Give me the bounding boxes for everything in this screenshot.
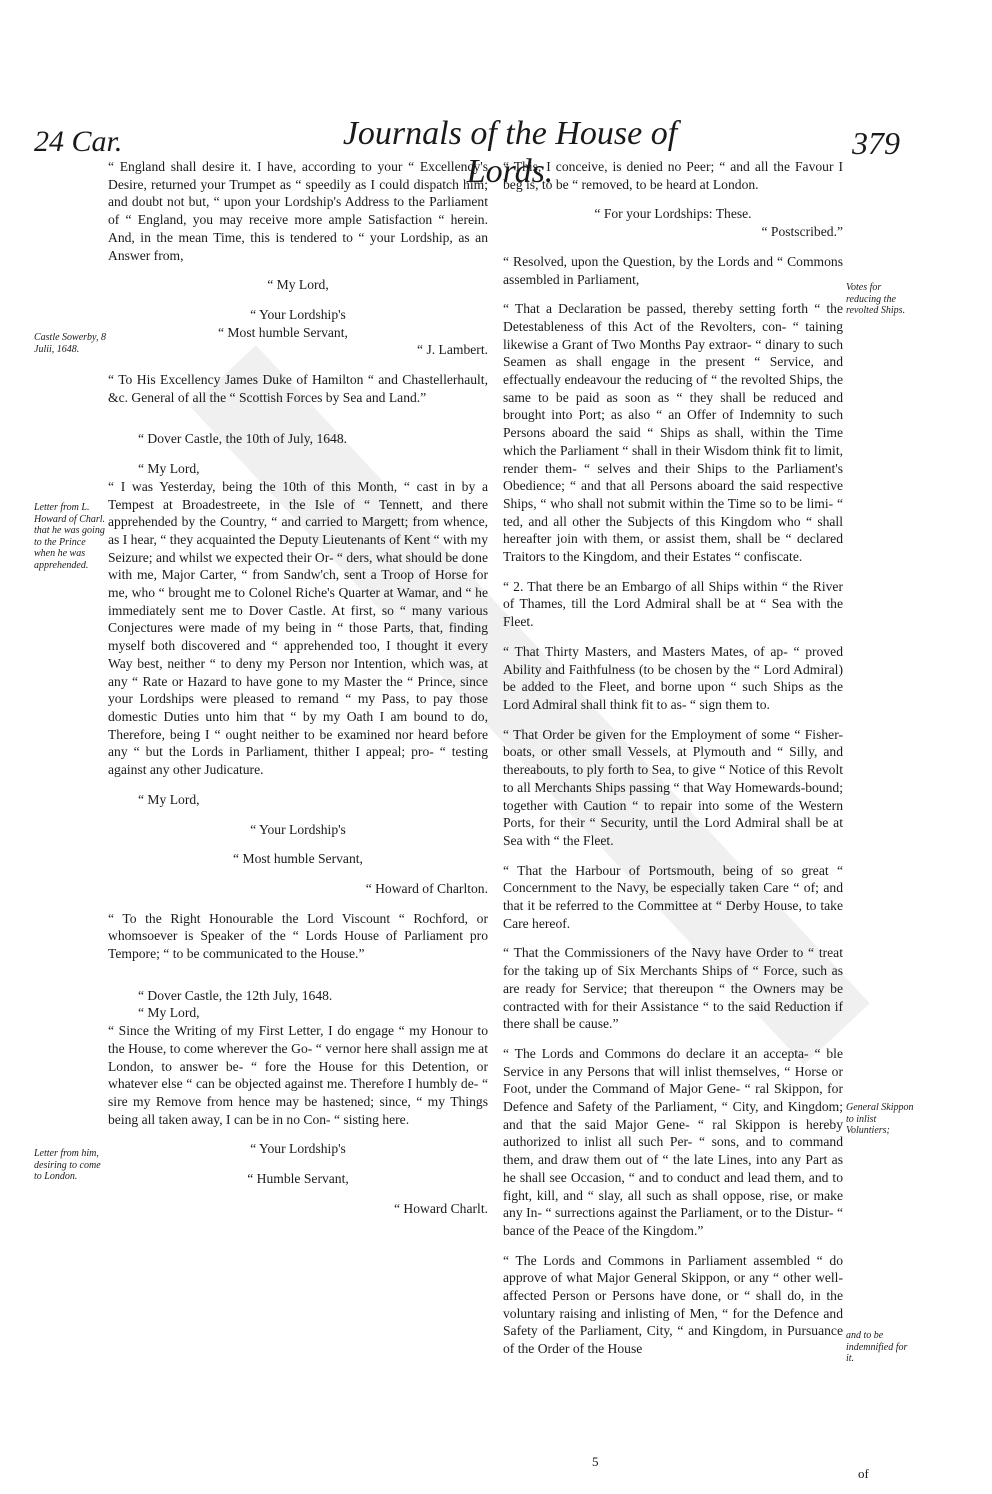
signature-lambert: “ J. Lambert. [417, 342, 488, 358]
catchword: of [858, 1466, 869, 1481]
margin-note-general-skippon: General Skippon to inlist Voluntiers; [846, 1102, 914, 1136]
regnal-year: 24 Car. [34, 125, 123, 158]
resolution-paragraph: “ That Thirty Masters, and Masters Mates, of ap- “ proved Ability and Faithfulness (to be chosen by the “ Lord Admiral) be added to the Fleet, and borne upon “ such Ships as the Lord Admiral shall think fit to as- “ sign them to. [503, 643, 843, 712]
signature-mark: 5 [592, 1454, 599, 1469]
postscribed: “ Postscribed.” [761, 224, 843, 240]
margin-note-letter-howard: Letter from L. Howard of Charl. that he was going to the Prince when he was apprehended. [34, 502, 106, 571]
salutation: “ My Lord, [138, 461, 200, 477]
closing-servant: “ Humble Servant, [247, 1171, 349, 1187]
closing-lordship: “ Your Lordship's [250, 306, 346, 322]
salutation: “ My Lord, [138, 791, 200, 807]
resolution-paragraph: “ That Order be given for the Employment of some “ Fisher-boats, or other small Vessels, at Plymouth and “ Silly, and thereabouts, to ply forth to Sea, to give “ Notice of this Revolt to all Merchants Ships passing “ that Way Homewards-bound; together with Caution “ to repair into some of the Western Ports, for their “ Security, until the Lord Admiral shall be at Sea with “ the Fleet. [503, 726, 843, 848]
resolution-paragraph: “ That the Harbour of Portsmouth, being of so great “ Concernment to the Navy, be especially taken Care “ of; and that it be referred to the Committee at “ Derby House, to take Care hereof. [503, 862, 843, 931]
resolution-paragraph: “ That a Declaration be passed, thereby setting forth “ the Detestableness of this Act of the Revolters, con- “ taining likewise a Grant of Two Months Pay extraor- “ dinary to such Seamen as shall engage in the present “ Service, and effectually endeavour the reducing of “ the revolted Ships, the same to be paid as soon as “ they shall be reduced and brought into Port; as also “ an Offer of Indemnity to such Persons aboard the said “ Ships as shall, within the Time which the Parliament “ shall in their Wisdom think fit to limit, render them- “ selves and their Ships to the Parliament's Obedience; “ and that all Persons aboard the said respective Ships, “ who shall not submit within the Time so to be limi- “ ted, and all other the Subjects of this Kingdom who “ shall hereafter join with them, or assist them, shall be “ declared Traitors to the Kingdom, and their Estates “ confiscate. [503, 301, 843, 565]
page-number: 379 [852, 125, 900, 161]
closing-lordship: “ Your Lordship's [250, 1141, 346, 1157]
salutation: “ My Lord, [138, 1005, 200, 1021]
lambert-letter-text: “ England shall desire it. I have, according to your “ Excellency's Desire, returned your Trumpet as “ speedily as I could dispatch him; and doubt not but, “ upon your Lordship's Address to the Parliament of “ England, you may receive more ample Satisfaction “ herein. And, in the mean Time, this is tendered to “ your Lordship, as an Answer from, [108, 159, 488, 263]
postscript-text: “ This, I conceive, is denied no Peer; “ and all the Favour I beg is, to be “ removed, to be heard at London. [503, 159, 843, 192]
margin-note-castle-sowerby: Castle Sowerby, 8 Julii, 1648. [34, 332, 106, 355]
margin-note-votes: Votes for reducing the revolted Ships. [846, 282, 906, 316]
second-letter-text: “ Since the Writing of my First Letter, I do engage “ my Honour to the House, to come wherever the Go- “ vernor here shall assign me at London, to answer be- “ fore the House for this Detention, or whatever else “ can be objected against me. Therefore I humbly de- “ sire my Remove from hence may be hastened; since, “ my Things being all taken away, I can be in no Con- “ sisting here. [108, 1023, 488, 1127]
resolution-paragraph: “ That the Commissioners of the Navy have Order to “ treat for the taking up of Six Merchants Ships of “ Force, such as are ready for Service; that thereupon “ the Owners may be contracted with for their Assistance “ to the said Reduction if there shall be cause.” [503, 945, 843, 1032]
signature-howard: “ Howard of Charlton. [365, 880, 488, 896]
right-column [503, 158, 843, 1358]
postscript-address: “ For your Lordships: These. [594, 206, 752, 222]
address-hamilton: “ To His Excellency James Duke of Hamilton “ and Chastellerhault, &c. General of all the “ Scottish Forces by Sea and Land.” [108, 372, 488, 405]
margin-note-letter-london: Letter from him, desiring to come to London. [34, 1148, 101, 1182]
left-column [108, 158, 488, 1217]
salutation: “ My Lord, [267, 277, 329, 293]
resolution-paragraph: “ The Lords and Commons in Parliament assembled “ do approve of what Major General Skippon, or any “ other well-affected Person or Persons have done, or “ shall do, in the voluntary raising and inlisting of Men, “ for the Defence and Safety of the Parliament, City, “ and Kingdom, in Pursuance of the Order of the House [503, 1252, 843, 1357]
margin-note-indemnified: and to be indemnified for it. [846, 1330, 908, 1364]
resolution-paragraph: “ 2. That there be an Embargo of all Ships within “ the River of Thames, till the Lord Admiral shall be at “ Sea with the Fleet. [503, 578, 843, 630]
closing-servant: “ Most humble Servant, [233, 851, 363, 867]
resolution-paragraph: “ The Lords and Commons do declare it an accepta- “ ble Service in any Persons that will inlist themselves, “ Horse or Foot, under the Command of Major Gene- “ ral Skippon, for Defence and Safety of the Parliament, “ City, and Kingdom; and that the said Major Gene- “ ral Skippon is hereby authorized to inlist all such Per- “ sons, and to command them, and draw them out of “ the late Lines, into any Part as he shall see Occasion, “ and to conduct and lead them, and to fight, kill, and “ slay, all such as shall oppose, rise, or make any In- “ surrections against the Parliament, or to the Distur- “ bance of the Peace of the Kingdom.” [503, 1045, 843, 1238]
address-rochford: “ To the Right Honourable the Lord Viscount “ Rochford, or whomsoever is Speaker of the “ Lords House of Parliament pro Tempore; “ to be communicated to the House.” [108, 910, 488, 962]
closing-lordship: “ Your Lordship's [250, 821, 346, 837]
signature-charlt: “ Howard Charlt. [394, 1200, 488, 1216]
dateline: “ Dover Castle, the 10th of July, 1648. [138, 431, 348, 447]
page-title: Journals of the House of Lords. [342, 115, 678, 190]
closing-servant: “ Most humble Servant, [218, 324, 348, 340]
howard-letter-text: “ I was Yesterday, being the 10th of this Month, “ cast in by a Tempest at Broadestreete, in the Isle of “ Tennett, and there apprehended by the Country, “ and carried to Margett; from whence, as I hear, “ they acquainted the Deputy Lieutenants of Kent “ with my Seizure; and whilst we expected their Or- “ ders, what should be done with me, Major Carter, “ from Sandw'ch, sent a Troop of Horse for me, who “ brought me to Colonel Riche's Quarter at Wamar, and “ he immediately sent me to Dover Castle. At first, so “ many various Conjectures were made of my being in “ those Parts, that, finding myself both discovered and “ apprehended too, I thought it every Way best, neither “ to deny my Person nor Intention, which was, at any “ Rate or Hazard to have gone to my Master the “ Prince, since your Lordships were pleased to remand “ my Pass, to pay those domestic Duties unto him that “ by my Oath I am bound to do, Therefore, being I “ ought neither to be examined nor heard before any “ but the Lords in Parliament, thither I appeal; pro- “ testing against any other Judicature. [108, 478, 488, 778]
resolution-heading: “ Resolved, upon the Question, by the Lords and “ Commons assembled in Parliament, [503, 253, 843, 287]
dateline: “ Dover Castle, the 12th July, 1648. [138, 987, 333, 1003]
